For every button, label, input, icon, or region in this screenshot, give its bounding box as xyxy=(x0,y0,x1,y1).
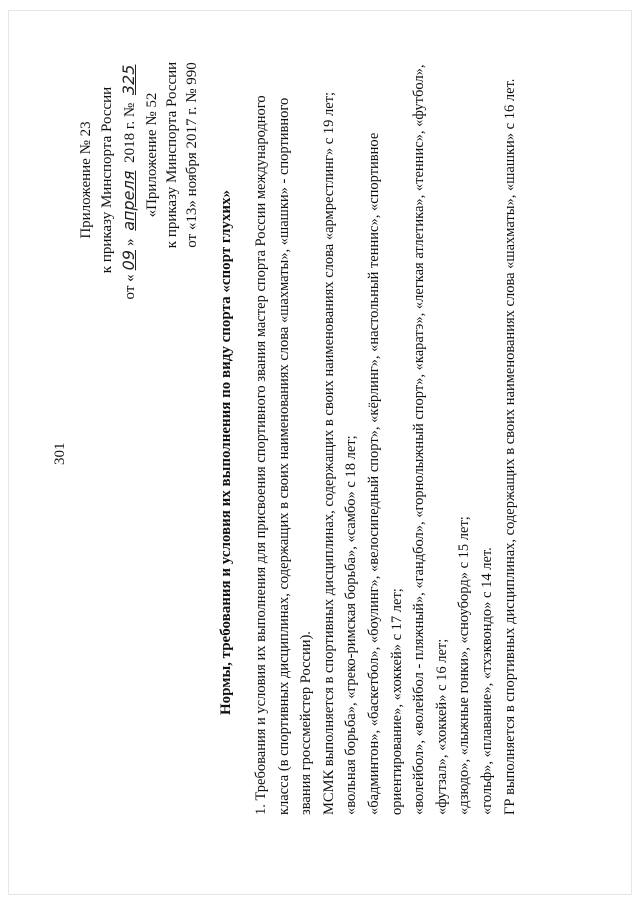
body-line: звания гроссмейстер России). xyxy=(298,631,315,815)
old-appendix-header xyxy=(142,5,202,305)
document-title: Нормы, требования и условия их выполнения по виду спорта «спорт глухих» xyxy=(218,189,234,716)
body-line: класса (в спортивных дисциплинах, содержащих в своих наименованиях слова «шахматы», «шашки» - спортивного xyxy=(275,97,292,815)
body-line: «гольф», «плавание», «тхэквондо» с 14 лет. xyxy=(478,547,495,815)
body-line: ориентирование», «хоккей» с 17 лет; xyxy=(388,588,405,815)
body-line: МСМК выполняется в спортивных дисциплинах, содержащих в своих наименованиях слова «армрестлинг» с 19 лет; xyxy=(320,92,337,815)
appendix-date: от «09» апреля 2018 г. № 325 xyxy=(118,15,141,345)
body-line: ГР выполняется в спортивных дисциплинах, содержащих в своих наименованиях слова «шахматы», «шашки» с 16 лет. xyxy=(501,78,518,815)
body-line: 1. Требования и условия их выполнения для присвоения спортивного звания мастер спорта России международного xyxy=(253,95,269,815)
appendix-order: к приказу Минспорта России xyxy=(99,86,115,274)
handwritten-day: 09 xyxy=(119,250,138,271)
body-line: «бадминтон», «баскетбол», «боулинг», «велосипедный спорт», «кёрлинг», «настольный теннис», «спортивное xyxy=(365,132,382,815)
body-line: «футзал», «хоккей» с 16 лет; xyxy=(433,638,450,815)
old-appendix-date: от «13» ноября 2017 г. № 990 xyxy=(184,62,200,248)
appendix-number: Приложение № 23 xyxy=(78,121,94,239)
page-number: 301 xyxy=(52,442,68,465)
handwritten-month: апреля xyxy=(119,170,138,231)
document-body xyxy=(250,35,521,815)
handwritten-number: 325 xyxy=(119,64,138,96)
body-line: «вольная борьба», «греко-римская борьба», «самбо» с 18 лет; xyxy=(343,435,360,815)
body-line: «дзюдо», «лыжные гонки», «сноуборд» с 15 лет; xyxy=(456,516,473,815)
old-appendix-number: «Приложение № 52 xyxy=(144,92,160,218)
appendix-header xyxy=(76,15,141,345)
old-appendix-order: к приказу Минспорта России xyxy=(164,61,180,249)
body-line: «волейбол», «волейбол - пляжный», «гандбол», «горнолыжный спорт», «каратэ», «легкая атлетика», «теннис», «футбол», xyxy=(411,64,428,815)
